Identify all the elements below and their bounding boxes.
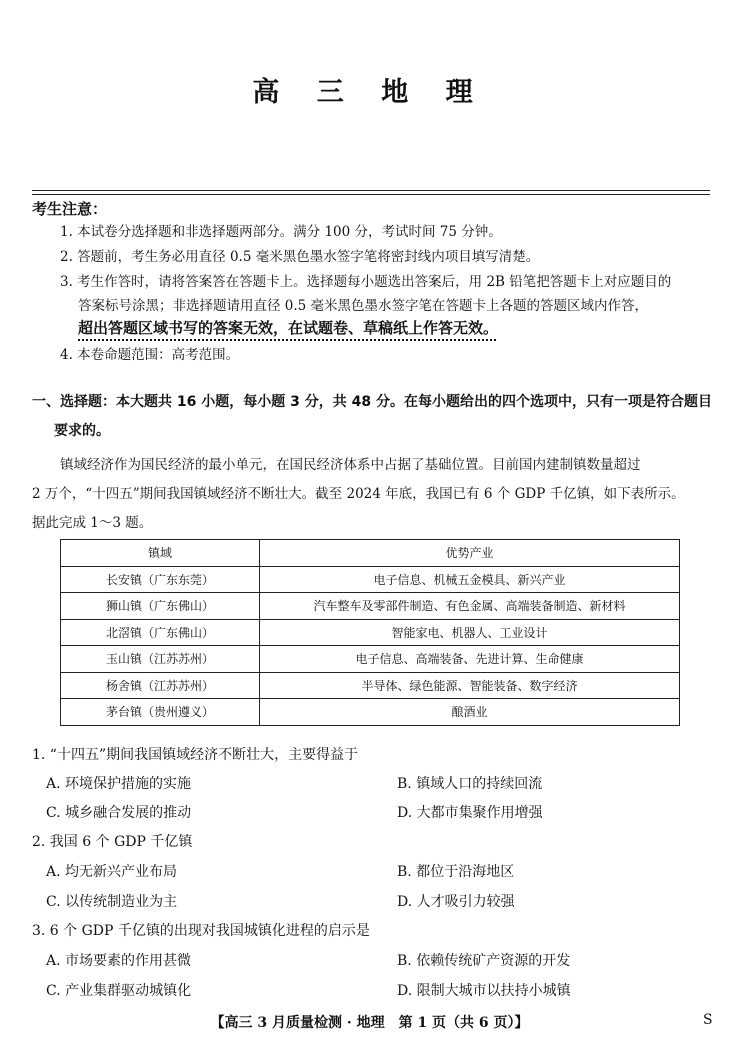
table-cell-industry: 酿酒业: [260, 699, 680, 726]
table-cell-town: 狮山镇（广东佛山）: [61, 593, 260, 620]
passage-line-2: 2 万个，“十四五”期间我国镇域经济不断壮大。截至 2024 年底，我国已有 6 个 GDP 千亿镇，如下表所示。: [32, 486, 685, 502]
town-industry-table: [60, 539, 680, 726]
table-cell-industry: 智能家电、机器人、工业设计: [260, 619, 680, 646]
table-header-row: [61, 540, 680, 567]
table-header-industry: 优势产业: [260, 540, 680, 567]
table-row: [61, 699, 680, 726]
table-row: [61, 619, 680, 646]
question-2-stem: 2. 我国 6 个 GDP 千亿镇: [32, 834, 193, 850]
question-1-option-c[interactable]: C. 城乡融合发展的推动: [46, 805, 192, 821]
page-title: 高 三 地 理: [252, 77, 487, 108]
notice-item-3-emphasis: [78, 318, 498, 339]
table-cell-industry: 半导体、绿色能源、智能装备、数字经济: [260, 672, 680, 699]
question-2-option-c[interactable]: C. 以传统制造业为主: [46, 894, 178, 910]
notice-emphasis-text: 超出答题区域书写的答案无效，在试题卷、草稿纸上作答无效。: [78, 319, 499, 337]
question-3-option-a[interactable]: A. 市场要素的作用甚微: [46, 953, 192, 969]
question-3-option-b[interactable]: B. 依赖传统矿产资源的开发: [397, 953, 571, 969]
table-row: [61, 646, 680, 673]
notice-item-3: 3. 考生作答时，请将答案答在答题卡上。选择题每小题选出答案后，用 2B 铅笔把答题卡上对应题目的: [60, 274, 672, 290]
question-1-option-d[interactable]: D. 大都市集聚作用增强: [397, 805, 543, 821]
section-heading: 一、选择题：本大题共 16 小题，每小题 3 分，共 48 分。在每小题给出的四个选项中，只有一项是符合题目: [32, 394, 712, 410]
question-3-option-d[interactable]: D. 限制大城市以扶持小城镇: [397, 983, 571, 999]
section-heading-cont: 要求的。: [54, 423, 110, 439]
table-header-town: 镇域: [61, 540, 260, 567]
question-2-option-b[interactable]: B. 都位于沿海地区: [397, 864, 515, 880]
question-3-option-c[interactable]: C. 产业集群驱动城镇化: [46, 983, 192, 999]
question-1-option-b[interactable]: B. 镇域人口的持续回流: [397, 776, 543, 792]
question-2-option-a[interactable]: A. 均无新兴产业布局: [46, 864, 178, 880]
question-2-option-d[interactable]: D. 人才吸引力较强: [397, 894, 515, 910]
notice-item-1: 1. 本试卷分选择题和非选择题两部分。满分 100 分，考试时间 75 分钟。: [60, 224, 502, 240]
page-footer: 【高三 3 月质量检测 · 地理 第 1 页（共 6 页）】: [210, 1015, 529, 1031]
question-1-stem: 1. “十四五”期间我国镇域经济不断壮大，主要得益于: [32, 747, 359, 763]
table-cell-town: 茅台镇（贵州遵义）: [61, 699, 260, 726]
table-row: [61, 593, 680, 620]
table-cell-town: 玉山镇（江苏苏州）: [61, 646, 260, 673]
passage-line-3: 据此完成 1～3 题。: [32, 515, 153, 531]
question-1-option-a[interactable]: A. 环境保护措施的实施: [46, 776, 192, 792]
header-divider-thin: [32, 194, 710, 195]
table-cell-industry: 电子信息、高端装备、先进计算、生命健康: [260, 646, 680, 673]
corner-mark: S: [703, 1012, 713, 1028]
notice-item-3-cont: 答案标号涂黑；非选择题请用直径 0.5 毫米黑色墨水签字笔在答题卡上各题的答题区域内作答，: [78, 298, 649, 314]
notice-item-2: 2. 答题前，考生务必用直径 0.5 毫米黑色墨水签字笔将密封线内项目填写清楚。: [60, 249, 540, 265]
header-divider: [32, 190, 710, 191]
notice-heading: 考生注意：: [32, 200, 108, 218]
table-cell-industry: 汽车整车及零部件制造、有色金属、高端装备制造、新材料: [260, 593, 680, 620]
question-3-stem: 3. 6 个 GDP 千亿镇的出现对我国城镇化进程的启示是: [32, 923, 370, 939]
passage-line-1: 镇域经济作为国民经济的最小单元，在国民经济体系中占据了基础位置。目前国内建制镇数量超过: [60, 457, 641, 473]
table-cell-industry: 电子信息、机械五金模具、新兴产业: [260, 566, 680, 593]
table-cell-town: 北滘镇（广东佛山）: [61, 619, 260, 646]
table-cell-town: 杨舍镇（江苏苏州）: [61, 672, 260, 699]
notice-item-4: 4. 本卷命题范围：高考范围。: [60, 347, 240, 363]
table-row: [61, 672, 680, 699]
table-row: [61, 566, 680, 593]
table-cell-town: 长安镇（广东东莞）: [61, 566, 260, 593]
